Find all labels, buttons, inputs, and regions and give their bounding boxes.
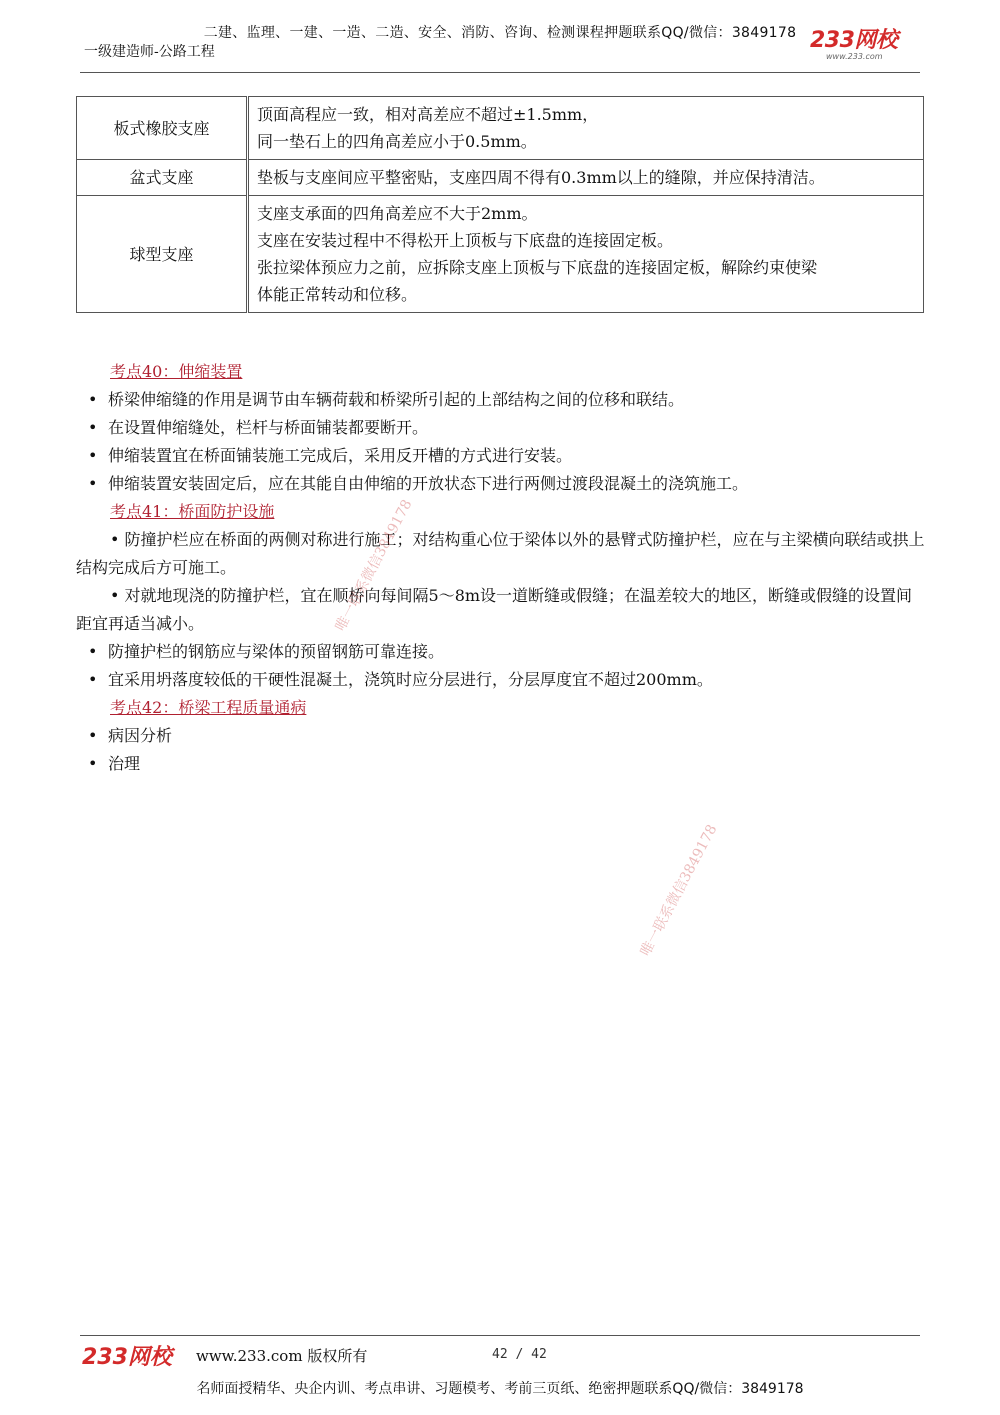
requirement-line: 垫板与支座间应平整密贴，支座四周不得有0.3mm以上的缝隙，并应保持清洁。	[257, 168, 825, 187]
header-divider	[80, 72, 920, 73]
section-title-42: 考点42：桥梁工程质量通病	[110, 698, 307, 717]
requirement-line: 同一垫石上的四角高差应小于0.5mm。	[257, 132, 537, 151]
watermark: 唯一联系微信3849178	[637, 822, 721, 959]
bearing-type: 球型支座	[77, 196, 248, 313]
list-item: • 在设置伸缩缝处，栏杆与桥面铺装都要断开。	[88, 418, 429, 437]
bearing-requirements	[248, 97, 924, 160]
section-title-40: 考点40：伸缩装置	[110, 362, 243, 381]
document-subject: 一级建造师-公路工程	[84, 44, 215, 60]
page-number: 42 / 42	[492, 1347, 547, 1362]
footer-logo: 233网校	[82, 1345, 172, 1370]
section-title-41: 考点41：桥面防护设施	[110, 502, 275, 521]
top-banner: 二建、监理、一建、一造、二造、安全、消防、咨询、检测课程押题联系QQ/微信：3849178	[203, 25, 797, 41]
bottom-banner: 名师面授精华、央企内训、考点串讲、习题模考、考前三页纸、绝密押题联系QQ/微信：3849178	[196, 1381, 804, 1397]
main-content	[76, 358, 926, 778]
footer-copyright: www.233.com 版权所有	[196, 1347, 368, 1365]
watermark: 唯一联系微信3849178	[332, 497, 416, 634]
table-row	[77, 196, 924, 313]
brand-logo-url: www.233.com	[826, 52, 883, 61]
table-row	[77, 160, 924, 196]
list-item: • 伸缩装置宜在桥面铺装施工完成后，采用反开槽的方式进行安装。	[88, 446, 573, 465]
bearing-requirements	[248, 196, 924, 313]
list-item: • 防撞护栏的钢筋应与梁体的预留钢筋可靠连接。	[88, 642, 445, 661]
footer-divider	[80, 1335, 920, 1336]
list-item: • 伸缩装置安装固定后，应在其能自由伸缩的开放状态下进行两侧过渡段混凝土的浇筑施工。	[88, 474, 749, 493]
bearing-type: 板式橡胶支座	[77, 97, 248, 160]
requirement-line: 支座在安装过程中不得松开上顶板与下底盘的连接固定板。	[257, 231, 674, 250]
paragraph: • 对就地现浇的防撞护栏，宜在顺桥向每间隔5～8m设一道断缝或假缝；在温差较大的地区，断缝或假缝的设置间距宜再适当减小。	[76, 586, 913, 633]
table-row	[77, 97, 924, 160]
bearing-type: 盆式支座	[77, 160, 248, 196]
list-item: • 桥梁伸缩缝的作用是调节由车辆荷载和桥梁所引起的上部结构之间的位移和联结。	[88, 390, 685, 409]
bearing-requirements	[248, 160, 924, 196]
brand-logo-text: 233网校	[810, 28, 898, 53]
list-item: • 病因分析	[88, 726, 173, 745]
brand-logo	[810, 30, 920, 64]
requirement-line: 张拉梁体预应力之前，应拆除支座上顶板与下底盘的连接固定板，解除约束使梁	[257, 258, 818, 277]
list-item: • 治理	[88, 754, 141, 773]
list-item: • 宜采用坍落度较低的干硬性混凝土，浇筑时应分层进行，分层厚度宜不超过200mm。	[88, 670, 713, 689]
requirement-line: 体能正常转动和位移。	[257, 285, 418, 304]
paragraph: • 防撞护栏应在桥面的两侧对称进行施工；对结构重心位于梁体以外的悬臂式防撞护栏，应在与主梁横向联结或拱上结构完成后方可施工。	[76, 530, 925, 577]
requirement-line: 顶面高程应一致，相对高差应不超过±1.5mm，	[257, 105, 599, 124]
requirement-line: 支座支承面的四角高差应不大于2mm。	[257, 204, 538, 223]
bearing-table	[76, 96, 924, 313]
